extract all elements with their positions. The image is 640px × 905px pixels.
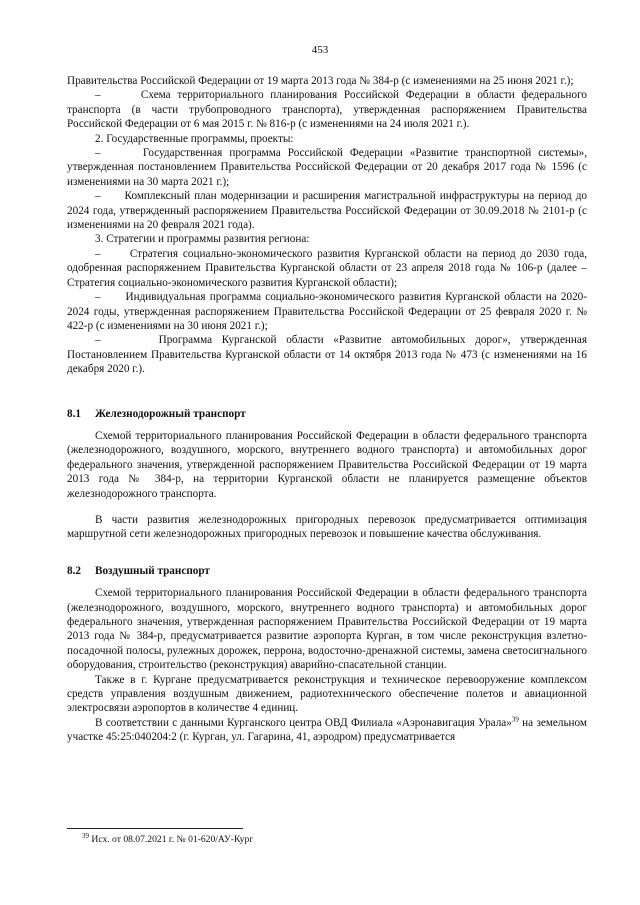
bullet-item: – Индивидуальная программа социально-экономического развития Курганской области на 2020-2024 годы, утвержденная распоряжением Правительства Российской Федерации от 25 февраля 2020 г. № 422-р (с изменениями на 30 июня 2021 г.); [67,291,587,332]
section-heading-8-2 [67,564,587,578]
footnote-divider [67,828,243,829]
section-number: 8.1 [67,407,81,420]
paragraph: Схемой территориального планирования Российской Федерации в области федерального транспорта (железнодорожного, воздушного, морского, внутреннего водного транспорта) и автомобильных дорог федерального значения, утвержденной распоряжением Правительства Российской Федерации от 19 марта 2013 года № 384-р, на территории Курганской области не планируется размещение объектов железнодорожного транспорта. [67,429,587,500]
footnote-number: 39 [82,831,89,840]
footnote-ref: 39 [511,715,519,724]
paragraph: Также в г. Кургане предусматривается реконструкция и техническое перевооружение комплексом средств управления воздушным движением, радиотехнического обеспечение полетов и авиационной электросвязи аэропортов в количестве 4 единиц. [67,673,587,715]
bullet-item: – Комплексный план модернизации и расширения магистральной инфраструктуры на период до 2024 года, утвержденный распоряжением Правительства Российской Федерации от 30.09.2018 № 2101-р (с изменениями на 20 февраля 2021 года). [67,190,587,232]
footnote [82,831,254,846]
list-heading: 2. Государственные программы, проекты: [95,132,294,145]
section-heading-8-1 [67,407,587,421]
section-title: Воздушный транспорт [94,564,210,577]
bullet-item: – Схема территориального планирования Российской Федерации в области федерального транспорта (в части трубопроводного транспорта), утвержденная распоряжением Правительства Российской Федерации от 6 мая 2015 г. № 816-р (с изменениями на 24 июля 2021 г.). [67,89,587,131]
bullet-item: – Программа Курганской области «Развитие автомобильных дорог», утвержденная Постановлением Правительства Курганской области от 14 октября 2013 года № 473 (с изменениями на 16 декабря 2020 г.). [67,334,587,376]
section-title: Железнодорожный транспорт [94,407,246,420]
list-heading: 3. Стратегии и программы развития региона: [95,233,310,246]
bullet-item: – Государственная программа Российской Федерации «Развитие транспортной системы», утвержденная постановлением Правительства Российской Федерации от 20 декабря 2017 года № 1596 (с изменениями на 30 марта 2021 г.); [67,147,587,188]
paragraph: Правительства Российской Федерации от 19 марта 2013 года № 384-р (с изменениями на 25 июня 2021 г.); [67,75,574,87]
page-number: 453 [311,44,329,56]
footnote-text: Исх. от 08.07.2021 г. № 01-620/АУ-Кург [89,834,254,845]
paragraph-text: В соответствии с данными Курганского центра ОВД Филиала «Аэронавигация Урала» [95,716,512,729]
paragraph-text: на земельном участке 45:25:040204:2 (г. Курган, ул. Гагарина, 41, аэродром) предусматривается [67,716,588,744]
bullet-item: – Стратегия социально-экономического развития Курганской области на период до 2030 года, одобренная распоряжением Правительства Курганской области от 23 апреля 2018 года № 106-р (далее – Стратегия социально-экономического развития Курганской области); [67,247,587,289]
section-number: 8.2 [67,564,81,577]
paragraph: В части развития железнодорожных пригородных перевозок предусматривается оптимизация маршрутной сети железнодорожных пригородных перевозок и повышение качества обслуживания. [67,513,587,541]
paragraph [67,716,587,745]
paragraph: Схемой территориального планирования Российской Федерации в области федерального транспорта (железнодорожного, воздушного, морского, внутреннего водного транспорта) и автомобильных дорог федерального значения, утвержденная распоряжением Правительства Российской Федерации от 19 марта 2013 года № 384-р, предусматривается развитие аэропорта Курган, в том числе реконструкция взлетно-посадочной полосы, рулежных дорожек, перрона, водосточно-дренажной системы, замена светосигнального оборудования, строительство (реконструкция) аварийно-спасательной станции. [67,587,587,672]
document-body [67,74,587,745]
